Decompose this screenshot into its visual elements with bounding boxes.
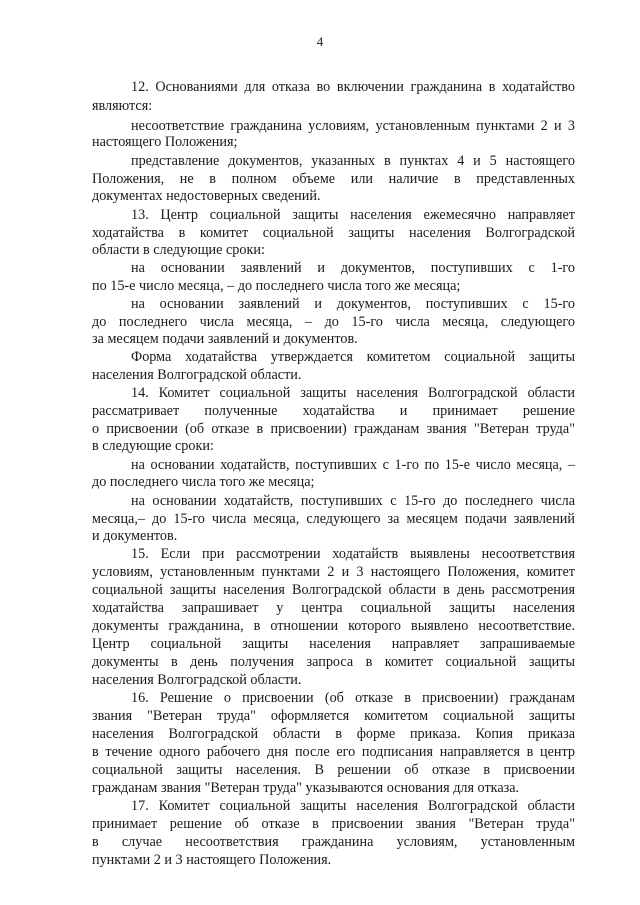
text-line: населения Волгоградской области в форме приказа. Копия приказа [92, 726, 575, 742]
text-line: и документов. [92, 528, 178, 544]
text-line: пунктами 2 и 3 настоящего Положения. [92, 852, 332, 868]
text-line: 16. Решение о присвоении (об отказе в присвоении) гражданам [131, 690, 575, 706]
text-line: Центр социальной защиты населения направляет запрашиваемые [92, 636, 575, 652]
text-line: настоящего Положения; [92, 134, 238, 150]
text-line: 17. Комитет социальной защиты населения Волгоградской области [131, 798, 575, 814]
text-line: Форма ходатайства утверждается комитетом социальной защиты [131, 349, 575, 365]
text-line: области в следующие сроки: [92, 242, 265, 258]
text-line: месяца,– до 15-го числа месяца, следующего за месяцем подачи заявлений [92, 511, 575, 527]
text-line: документах недостоверных сведений. [92, 188, 321, 204]
text-line: Положения, не в полном объеме или наличие в представленных [92, 171, 575, 187]
text-line: населения Волгоградской области. [92, 367, 302, 383]
text-line: на основании заявлений и документов, поступивших с 15-го [131, 296, 575, 312]
text-line: представление документов, указанных в пунктах 4 и 5 настоящего [131, 153, 575, 169]
text-line: в следующие сроки: [92, 438, 214, 454]
text-line: являются: [92, 98, 153, 114]
text-line: в случае несоответствия гражданина условиям, установленным [92, 834, 575, 850]
text-line: ходатайства запрашивает у центра социальной защиты населения [92, 600, 575, 616]
text-line: за месяцем подачи заявлений и документов. [92, 331, 358, 347]
text-line: социальной защиты населения Волгоградской области в день рассмотрения [92, 582, 575, 598]
text-line: 13. Центр социальной защиты населения ежемесячно направляет [131, 207, 575, 223]
text-line: 14. Комитет социальной защиты населения Волгоградской области [131, 385, 575, 401]
text-line: ходатайства в комитет социальной защиты населения Волгоградской [92, 225, 575, 241]
text-line: до последнего числа месяца, – до 15-го числа месяца, следующего [92, 314, 575, 330]
text-line: рассматривает полученные ходатайства и принимает решение [92, 403, 575, 419]
text-line: на основании ходатайств, поступивших с 15-го до последнего числа [131, 493, 575, 509]
text-line: до последнего числа того же месяца; [92, 474, 315, 490]
text-line: 15. Если при рассмотрении ходатайств выявлены несоответствия [131, 546, 575, 562]
text-line: несоответствие гражданина условиям, установленным пунктами 2 и 3 [131, 118, 575, 134]
text-line: гражданам звания "Ветеран труда" указываются основания для отказа. [92, 780, 520, 796]
text-line: на основании заявлений и документов, поступивших с 1-го [131, 260, 575, 276]
text-line: документы в день получения запроса в комитет социальной защиты [92, 654, 575, 670]
text-line: 12. Основаниями для отказа во включении гражданина в ходатайство [131, 79, 575, 95]
text-line: социальной защиты населения. В решении об отказе в присвоении [92, 762, 575, 778]
text-line: в течение одного рабочего дня после его подписания направляется в центр [92, 744, 575, 760]
text-line: условиям, установленным пунктами 2 и 3 настоящего Положения, комитет [92, 564, 575, 580]
text-line: по 15-е число месяца, – до последнего числа того же месяца; [92, 278, 461, 294]
text-line: принимает решение об отказе в присвоении звания "Ветеран труда" [92, 816, 575, 832]
text-line: на основании ходатайств, поступивших с 1-го по 15-е число месяца, – [131, 457, 575, 473]
text-line: населения Волгоградской области. [92, 672, 302, 688]
text-line: о присвоении (об отказе в присвоении) гражданам звания "Ветеран труда" [92, 421, 575, 437]
page-number: 4 [316, 34, 324, 49]
text-line: звания "Ветеран труда" оформляется комитетом социальной защиты [92, 708, 575, 724]
text-line: документы гражданина, в отношении которого выявлено несоответствие. [92, 618, 575, 634]
